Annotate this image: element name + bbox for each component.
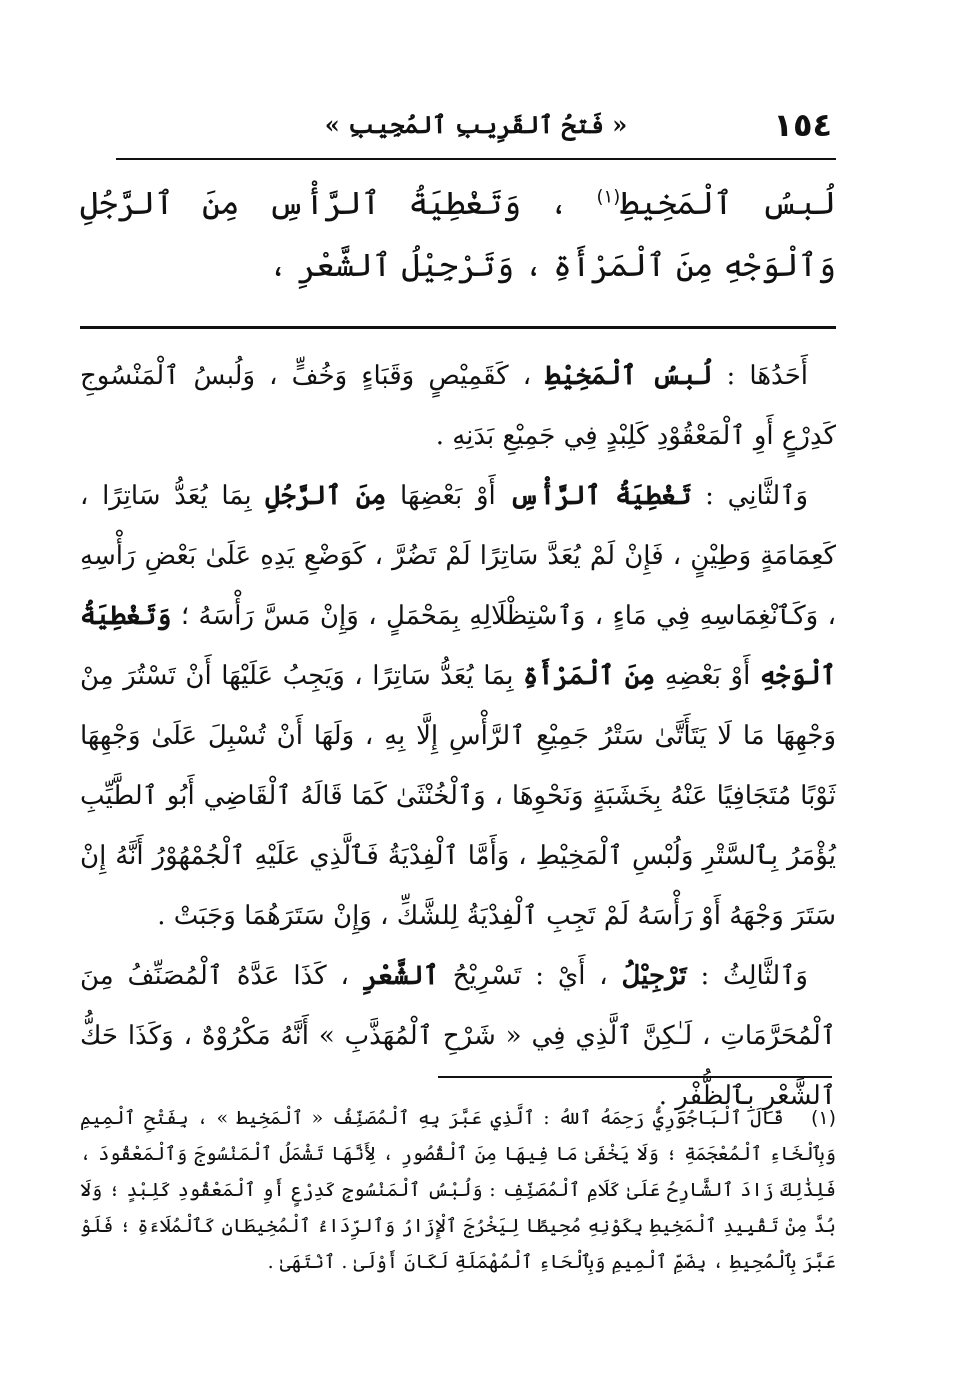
commentary-paragraph-2 [80, 466, 836, 946]
p1-body: ، كَقَمِيْصٍ وَقَبَاءٍ وَخُفٍّ ، وَلُبسُ ٱلْمَنْسُوجِ كَدِرْعٍ أَوِ ٱلْمَعْقُوْدِ كَلِبْدٍ فِي جَمِيْعِ بَدَنِهِ . [80, 361, 836, 451]
p2-quote-3: وَتَغْطِيَةُ ٱلْوَجْهِ [80, 601, 837, 691]
footnote-number: (١) [810, 1107, 836, 1129]
p2-quote-4: مِنَ ٱلْمَرْأَةِ [522, 661, 656, 691]
p2-lead: وَٱلثَّانِي : [705, 481, 808, 511]
footnote-divider [438, 1076, 832, 1078]
running-title: « فَتحُ ٱلقَرِيبِ ٱلمُجِيبِ » [324, 110, 628, 139]
p2-quote-1: تَغْطِيَةُ ٱلرَّأْسِ [509, 481, 692, 511]
footnote [80, 1100, 836, 1280]
p2-body-4: بِمَا يُعَدُّ سَاتِرًا ، وَيَجِبُ عَلَيْهَا أَنْ تَسْتُرَ مِنْ وَجْهِهَا مَا لَا يَتَأَتَّىٰ سَتْرُ جَمِيْعِ ٱلرَّأْسِ إِلَّا بِهِ ، وَلَهَا أَنْ تُسْبِلَ عَلَىٰ وَجْهِهَا ثَوْبًا مُتَجَافِيًا عَنْهُ بِخَشَبَةٍ وَنَحْوِهَا ، وَٱلْخُنْثَىٰ كَمَا قَالَهُ ٱلْقَاضِي أَبُو ٱلطَّيِّبِ يُؤْمَرُ بِٱلسَّتْرِ وَلُبْسِ ٱلْمَخِيْطِ ، وَأَمَّا ٱلْفِدْيَةُ فَٱلَّذِي عَلَيْهِ ٱلْجُمْهُوْرُ أَنَّهُ إِنْ سَتَرَ وَجْهَهُ أَوْ رَأْسَهُ لَمْ تَجِبِ ٱلْفِدْيَةُ لِلشَّكِّ ، وَإِنْ سَتَرَهُمَا وَجَبَتْ . [80, 661, 836, 931]
commentary [80, 346, 836, 1126]
p3-quote-2: ٱلشَّعْرِ [362, 961, 439, 991]
matn-text [80, 172, 836, 296]
matn-divider [80, 326, 836, 329]
p3-body-2: ، كَذَا عَدَّهُ ٱلْمُصَنِّفُ مِنَ ٱلْمُحَرَّمَاتِ ، لَـٰكِنَّ ٱلَّذِي فِي « شَرْحِ ٱلْمُهَذَّبِ » أَنَّهُ مَكْرُوْهٌ ، وَكَذَا حَكُّ ٱلشَّعْرِ بِٱلظُّفْرِ . [80, 961, 836, 1111]
footnote-text: قَالَ ٱلْبَاجُورِيُّ رَحِمَهُ ٱللهُ : ٱلَّذِي عَبَّرَ بِهِ ٱلْمُصَنِّفُ « ٱلْمَخِيط » ، بِفَتْحِ ٱلْمِيمِ وَبِٱلْخَاءِ ٱلْمُعْجَمَةِ ؛ وَلَا يَخْفَىٰ مَا فِيهَا مِنَ ٱلْقُصُورِ ، لِأَنَّهَا تَشْمَلُ ٱلْمَنْسُوجَ وَٱلْمَعْقُودَ ، فَلِذَٰلِكَ زَادَ ٱلشَّارِحُ عَلَىٰ كَلَامِ ٱلْمُصَنِّفِ : وَلُبْسُ ٱلْمَنْسُوجِ كَدِرْعٍ أَوِ ٱلْمَعْقُودِ كَلِبْدٍ ؛ وَلَا بُدَّ مِنْ تَقْيِيدِ ٱلْمَخِيطِ بِكَوْنِهِ مُحِيطًا لِيَخْرُجَ ٱلْإِزَارُ وَٱلرِّدَاءُ ٱلْمُخِيطَانِ كَٱلْمُلَاءَةِ ؛ فَلَوْ عَبَّرَ بِٱلْمُحِيطِ ، بِضَمِّ ٱلْمِيمِ وَبِٱلْحَاءِ ٱلْمُهْمَلَةِ لَكَانَ أَوْلَىٰ . ٱنْتَهَىٰ . [80, 1107, 836, 1273]
matn-text-start: لُبسُ ٱلْمَخِيطِ [620, 184, 837, 222]
p1-lead: أَحَدُهَا : [726, 361, 808, 391]
p2-body-3: أَوْ بَعْضِهِ [664, 661, 751, 691]
p2-body-2: بِمَا يُعَدُّ سَاتِرًا ، كَعِمَامَةٍ وَطِيْنٍ ، فَإِنْ لَمْ يُعَدَّ سَاتِرًا لَمْ تَضُرَّ ، كَوَضْعِ يَدِهِ عَلَىٰ بَعْضِ رَأْسِهِ ، وَكَٱنْغِمَاسِهِ فِي مَاءٍ ، وَٱسْتِظْلَالِهِ بِمَحْمَلٍ ، وَإِنْ مَسَّ رَأْسَهُ ؛ [80, 481, 837, 631]
commentary-paragraph-1 [80, 346, 836, 466]
page-header [120, 100, 832, 150]
p3-body-1: ، أَيْ : تَسْرِيْحُ [452, 961, 608, 991]
p1-quote: لُبسُ ٱلْمَخِيْطِ [545, 361, 713, 391]
footnote-marker[interactable]: (١) [596, 186, 621, 208]
p2-quote-2: مِنَ ٱلرَّجُلِ [265, 481, 387, 511]
matn-text-end: ، وَتَغْطِيَةُ ٱلرَّأْسِ مِنَ ٱلرَّجُلِ وَٱلْوَجْهِ مِنَ ٱلْمَرْأَةِ ، وَتَرْجِيْلُ ٱلشَّعْرِ ، [80, 184, 836, 284]
p3-quote-1: تَرْجِيْلُ [621, 961, 687, 991]
page-number: ١٥٤ [773, 106, 832, 144]
commentary-paragraph-3 [80, 946, 836, 1126]
header-divider [116, 158, 836, 160]
p2-body-1: أَوْ بَعْضِهَا [400, 481, 496, 511]
p3-lead: وَٱلثَّالِثُ : [700, 961, 808, 991]
